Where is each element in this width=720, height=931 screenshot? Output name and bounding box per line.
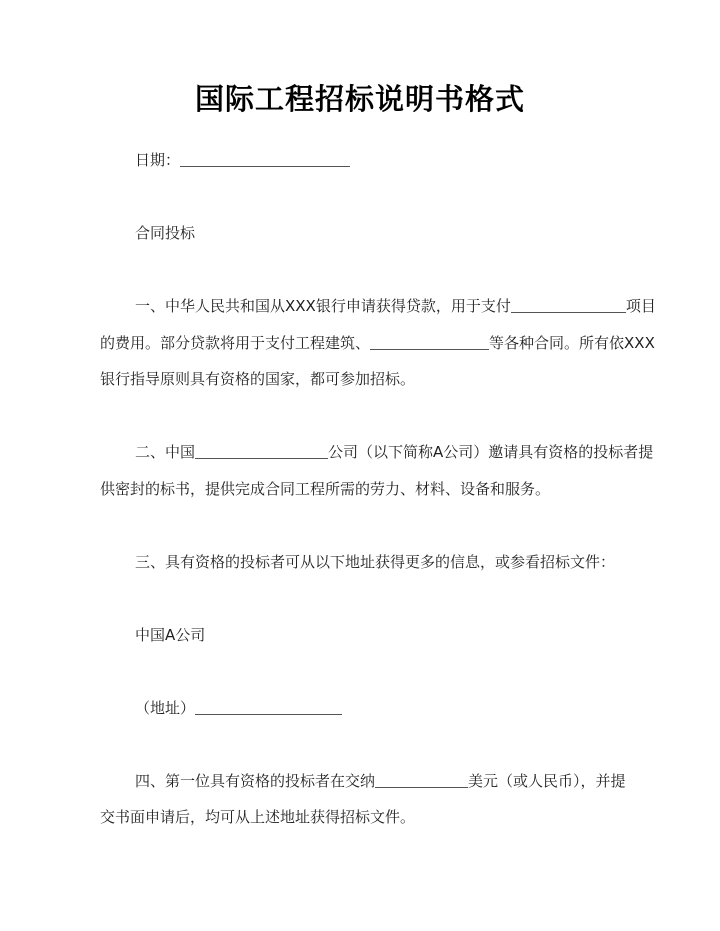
text-run: 交书面申请后，均可从上述地址获得招标文件。 — [100, 808, 416, 826]
text-run: 一、中华人民共和国从XXX银行申请获得贷款，用于支付 — [135, 297, 511, 315]
para-4-line-2 — [100, 799, 617, 836]
para-1-line-1 — [100, 288, 656, 325]
blank-field[interactable] — [370, 346, 489, 350]
para-4-line-1 — [100, 763, 626, 800]
blank-line — [100, 580, 617, 617]
text-run: 等各种合同。所有依XXX — [489, 333, 655, 352]
blank-line — [100, 507, 617, 544]
text-run: 日期： — [135, 151, 181, 169]
blank-field[interactable] — [511, 309, 626, 313]
para-3-line-1 — [100, 544, 617, 581]
blank-field[interactable] — [180, 163, 350, 167]
para-2-line-1 — [100, 434, 654, 471]
blank-line — [100, 252, 617, 289]
address-line — [100, 690, 617, 727]
para-2-line-2 — [100, 471, 617, 508]
text-run: 项目 — [625, 297, 656, 315]
company-line — [100, 617, 617, 654]
date-line — [100, 142, 617, 179]
blank-line — [100, 398, 617, 435]
text-run: 合同投标 — [135, 224, 196, 242]
text-run: 的费用。部分贷款将用于支付工程建筑、 — [100, 333, 371, 352]
text-run: 供密封的标书，提供完成合同工程所需的劳力、材料、设备和服务。 — [100, 479, 551, 498]
blank-field[interactable] — [195, 711, 342, 715]
text-run: 公司（以下简称A公司）邀请具有资格的投标者提 — [328, 443, 654, 461]
text-run: 银行指导原则具有资格的国家，都可参加招标。 — [100, 370, 416, 388]
text-run: （地址） — [135, 698, 196, 717]
text-run: 美元（或人民币），并提 — [468, 771, 626, 790]
para-1-line-2 — [100, 325, 655, 362]
text-run: 二、中国 — [135, 443, 196, 461]
text-run: 四、第一位具有资格的投标者在交纳 — [135, 771, 376, 790]
document-body — [100, 142, 656, 836]
text-run: 三、具有资格的投标者可从以下地址获得更多的信息，或参看招标文件： — [135, 552, 616, 571]
blank-line — [100, 653, 617, 690]
blank-field[interactable] — [195, 455, 328, 459]
blank-field[interactable] — [375, 784, 468, 788]
text-run: 中国A公司 — [135, 625, 206, 644]
document-title: 国际工程招标说明书格式 — [194, 82, 525, 116]
blank-line — [100, 726, 617, 763]
para-1-line-3 — [100, 361, 617, 398]
blank-line — [100, 179, 617, 216]
subtitle-line — [100, 215, 617, 252]
